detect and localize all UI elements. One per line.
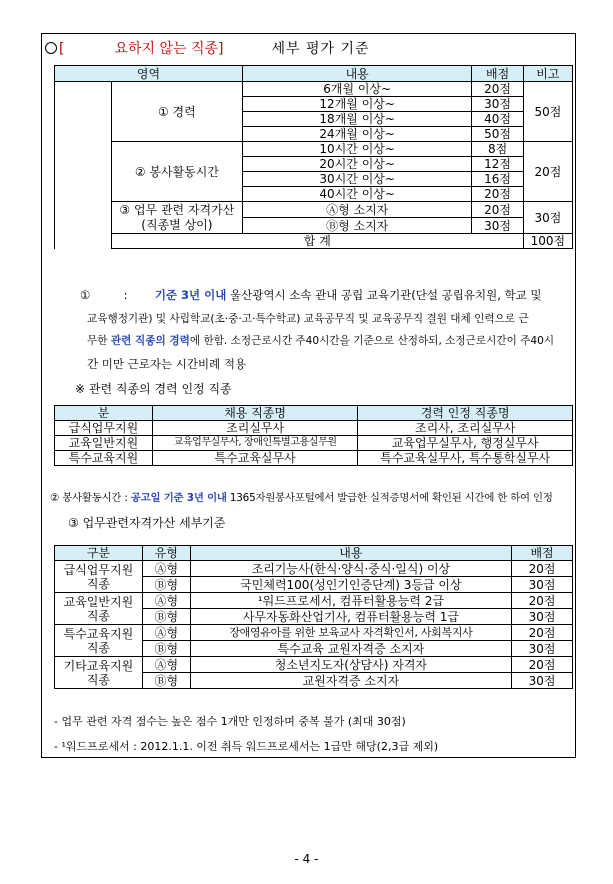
note-1: - 업무 관련 자격 점수는 높은 점수 1개만 인정하며 중복 불가 (최대 30점) — [54, 715, 406, 728]
qualification-table — [54, 545, 573, 689]
volunteer-score: 8점 — [472, 142, 523, 157]
total-score: 100점 — [523, 234, 572, 249]
job-cell: 교육일반지원 — [55, 436, 153, 451]
header-title: 요하지 않는 직종] — [114, 41, 224, 57]
note-2: - ¹워드프로세서 : 2012.1.1. 이전 취득 워드프로세서는 1급만 해당(2,3급 제외) — [54, 740, 439, 753]
qual-score: 30점 — [512, 673, 573, 689]
volunteer-score: 16점 — [472, 172, 523, 187]
job-header-category: 분 — [55, 406, 153, 421]
license-label-line2: (직종별 상이) — [141, 217, 213, 232]
qual-group-name: 특수교육지원 — [63, 626, 134, 641]
header-subtitle: 세부 평가 기준 — [271, 41, 370, 57]
qual-type: Ⓑ형 — [142, 673, 190, 689]
qual-type: Ⓐ형 — [142, 593, 190, 609]
license-content: Ⓑ형 소지자 — [242, 218, 471, 234]
career-note: 50점 — [523, 82, 572, 142]
qual-content: 조리기능사(한식·양식·중식·일식) 이상 — [190, 561, 511, 577]
total-label: 합 계 — [111, 234, 523, 249]
circle-bullet-icon — [45, 42, 57, 54]
para1-colon: : — [123, 288, 128, 302]
qual-group-label — [55, 561, 143, 593]
volunteer-content: 10시간 이상~ — [242, 142, 471, 157]
qual-content: 청소년지도자(상담사) 자격자 — [190, 657, 511, 673]
header-bracket: [ — [59, 41, 65, 57]
para1-line3-pre: 무한 — [87, 335, 108, 347]
para1-line2: 교육행정기관) 및 사립학교(초·중·고·특수학교) 교육공무직 및 교육공무직 결원 대체 인력으로 근 — [87, 313, 529, 325]
qual-group-label — [55, 625, 143, 657]
qual-group-suffix: 직종 — [86, 576, 110, 591]
volunteer-content: 20시간 이상~ — [242, 157, 471, 172]
career-content: 6개월 이상~ — [242, 82, 471, 97]
qual-score: 30점 — [512, 577, 573, 593]
career-content: 24개월 이상~ — [242, 127, 471, 142]
qual-type: Ⓑ형 — [142, 577, 190, 593]
license-label-line1: ③ 업무 관련 자격가산 — [119, 202, 235, 217]
job-cell: 특수교육실무사 — [152, 451, 358, 466]
qual-type: Ⓑ형 — [142, 609, 190, 625]
job-cell: 조리실무사 — [152, 421, 358, 436]
qual-score: 30점 — [512, 609, 573, 625]
volunteer-score: 20점 — [472, 187, 523, 202]
volunteer-label: ② 봉사활동시간 — [111, 142, 242, 202]
qual-score: 20점 — [512, 625, 573, 641]
job-cell: 특수교육지원 — [55, 451, 153, 466]
para1-line4: 간 미만 근로자는 시간비례 적용 — [87, 357, 247, 371]
job-header-hire: 채용 직종명 — [152, 406, 358, 421]
qual-group-label — [55, 593, 143, 625]
career-content: 12개월 이상~ — [242, 97, 471, 112]
para1-line3-highlight: 관련 직종의 경력 — [110, 335, 190, 347]
page-number: - 4 - — [294, 852, 319, 866]
table-row — [55, 421, 573, 436]
qual-type: Ⓐ형 — [142, 561, 190, 577]
qual-header-score: 배점 — [512, 546, 573, 561]
license-note: 30점 — [523, 202, 572, 234]
qual-group-suffix: 직종 — [86, 640, 110, 655]
job-cell: 교육업무실무사, 장애인특별고용실무원 — [152, 436, 358, 451]
qual-group-name: 교육일반지원 — [63, 594, 134, 609]
career-score: 20점 — [472, 82, 523, 97]
license-content: Ⓐ형 소지자 — [242, 202, 471, 218]
qual-group-suffix: 직종 — [86, 608, 110, 623]
qual-score: 30점 — [512, 641, 573, 657]
para1-num: ① — [80, 288, 91, 302]
qual-header-category: 구분 — [55, 546, 143, 561]
para2-highlight: 공고일 기준 3년 이내 — [130, 492, 227, 504]
section-header — [45, 38, 370, 58]
qual-header-type: 유형 — [142, 546, 190, 561]
table-row — [55, 436, 573, 451]
para2-rest: 1365자원봉사포털에서 발급한 실적증명서에 확인된 시간에 한 하여 인정 — [229, 492, 553, 504]
header-score: 배점 — [472, 66, 523, 82]
volunteer-score: 12점 — [472, 157, 523, 172]
qual-header-content: 내용 — [190, 546, 511, 561]
job-cell: 교육업무실무사, 행정실무사 — [358, 436, 573, 451]
volunteer-content: 40시간 이상~ — [242, 187, 471, 202]
job-cell: 특수교육실무사, 특수통학실무사 — [358, 451, 573, 466]
qual-group-name: 급식업무지원 — [63, 562, 134, 577]
career-content: 18개월 이상~ — [242, 112, 471, 127]
qual-group-name: 기타교육지원 — [63, 658, 134, 673]
job-cell: 급식업무지원 — [55, 421, 153, 436]
career-score: 40점 — [472, 112, 523, 127]
qual-content: 장애영유아를 위한 보육교사 자격확인서, 사회복지사 — [190, 625, 511, 641]
qual-score: 20점 — [512, 657, 573, 673]
para1-line3 — [87, 333, 554, 348]
para1-line1 — [80, 287, 541, 303]
qual-group-suffix: 직종 — [86, 672, 110, 687]
career-score: 50점 — [472, 127, 523, 142]
header-area: 영역 — [55, 66, 243, 82]
qual-content: ¹워드프로세서, 컴퓨터활용능력 2급 — [190, 593, 511, 609]
header-content: 내용 — [242, 66, 471, 82]
volunteer-note: 20점 — [523, 142, 572, 202]
qual-content: 국민체력100(성인기인증단계) 3등급 이상 — [190, 577, 511, 593]
job-header-recognized: 경력 인정 직종명 — [358, 406, 573, 421]
license-label — [111, 202, 242, 234]
volunteer-content: 30시간 이상~ — [242, 172, 471, 187]
qual-content: 교원자격증 소지자 — [190, 673, 511, 689]
job-table — [54, 405, 573, 466]
career-score: 30점 — [472, 97, 523, 112]
license-score: 30점 — [472, 218, 523, 234]
qual-score: 20점 — [512, 593, 573, 609]
para2-prefix: ② 봉사활동시간 : — [50, 492, 128, 504]
para1-highlight: 기준 3년 이내 — [154, 288, 227, 302]
para1-line1-rest: 울산광역시 소속 관내 공립 교육기관(단설 공립유치원, 학교 및 — [230, 288, 542, 302]
qual-content: 특수교육 교원자격증 소지자 — [190, 641, 511, 657]
job-section-title: ※ 관련 직종의 경력 인정 직종 — [75, 382, 232, 396]
qual-type: Ⓐ형 — [142, 625, 190, 641]
evaluation-table — [54, 65, 573, 249]
para2 — [50, 489, 553, 504]
para1-line3-rest: 에 한함. 소정근로시간 주40시간을 기준으로 산정하되, 소정근로시간이 주40시 — [189, 335, 555, 347]
license-score: 20점 — [472, 202, 523, 218]
qual-score: 20점 — [512, 561, 573, 577]
career-label: ① 경력 — [111, 82, 242, 142]
qual-content: 사무자동화산업기사, 컴퓨터활용능력 1급 — [190, 609, 511, 625]
para3-title: ③ 업무관련자격가산 세부기준 — [68, 516, 226, 530]
qual-type: Ⓐ형 — [142, 657, 190, 673]
job-cell: 조리사, 조리실무사 — [358, 421, 573, 436]
qual-group-label — [55, 657, 143, 689]
header-note: 비고 — [523, 66, 572, 82]
table-row — [55, 451, 573, 466]
qual-type: Ⓑ형 — [142, 641, 190, 657]
